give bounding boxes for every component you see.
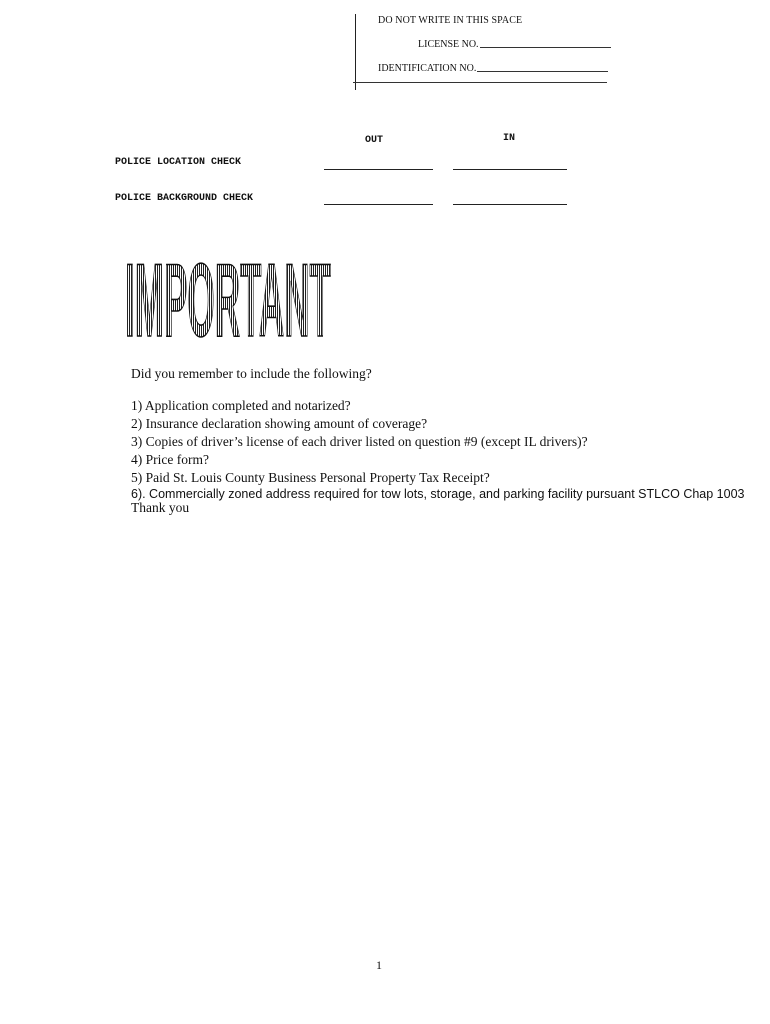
police-location-check-out-field[interactable] bbox=[324, 169, 433, 170]
closing-text: Thank you bbox=[131, 500, 190, 515]
checklist-question: Did you remember to include the following? bbox=[131, 366, 372, 381]
checklist-items bbox=[131, 397, 745, 501]
identification-number-row bbox=[378, 63, 608, 74]
police-background-check-in-field[interactable] bbox=[453, 204, 567, 205]
license-number-row bbox=[418, 39, 611, 50]
list-item: 4) Price form? bbox=[131, 452, 209, 467]
list-item: 2) Insurance declaration showing amount of coverage? bbox=[131, 416, 428, 431]
police-location-check-in-field[interactable] bbox=[453, 169, 567, 170]
out-column-header: OUT bbox=[365, 135, 384, 146]
police-location-check-label: POLICE LOCATION CHECK bbox=[115, 157, 242, 168]
in-column-header: IN bbox=[503, 133, 516, 144]
office-box-title: DO NOT WRITE IN THIS SPACE bbox=[378, 15, 523, 26]
page-number: 1 bbox=[376, 958, 382, 972]
office-box-vertical-rule bbox=[355, 14, 356, 90]
important-banner-text: IMPORTANT bbox=[125, 243, 331, 359]
license-number-field[interactable] bbox=[480, 47, 611, 48]
police-background-check-out-field[interactable] bbox=[324, 204, 433, 205]
office-box-bottom-rule bbox=[353, 82, 607, 83]
important-banner bbox=[123, 243, 333, 359]
list-item: 3) Copies of driver’s license of each driver listed on question #9 (except IL drivers)? bbox=[131, 434, 588, 449]
license-number-label: LICENSE NO. bbox=[418, 39, 479, 50]
list-item: 1) Application completed and notarized? bbox=[131, 398, 351, 413]
identification-number-label: IDENTIFICATION NO. bbox=[378, 63, 477, 74]
list-item: 5) Paid St. Louis County Business Personal Property Tax Receipt? bbox=[131, 470, 490, 485]
identification-number-field[interactable] bbox=[477, 71, 608, 72]
list-item: 6). Commercially zoned address required for tow lots, storage, and parking facility pursuant STLCO Chap 1003 bbox=[131, 487, 745, 501]
police-background-check-label: POLICE BACKGROUND CHECK bbox=[115, 193, 254, 204]
